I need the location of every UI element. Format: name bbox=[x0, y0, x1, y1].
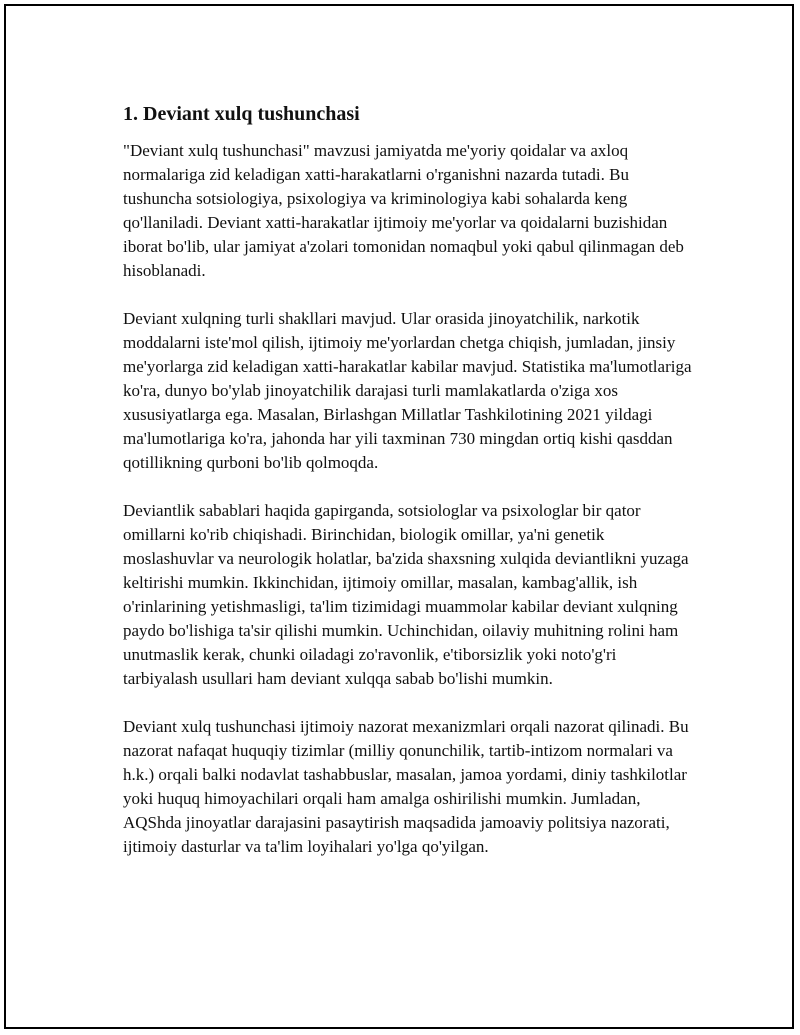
document-body bbox=[123, 101, 693, 883]
paragraph-4: Deviant xulq tushunchasi ijtimoiy nazorat mexanizmlari orqali nazorat qilinadi. Bu nazorat nafaqat huquqiy tizimlar (milliy qonunchilik, tartib-intizom normalari va h.k.) orqali balki nodavlat tashabbuslar, masalan, jamoa yordami, diniy tashkilotlar yoki huquq himoyachilari orqali ham amalga oshirilishi mumkin. Jumladan, AQShda jinoyatlar darajasini pasaytirish maqsadida jamoaviy politsiya nazorati, ijtimoiy dasturlar va ta'lim loyihalari yo'lga qo'yilgan. bbox=[123, 717, 689, 856]
paragraph-2: Deviant xulqning turli shakllari mavjud. Ular orasida jinoyatchilik, narkotik moddalarni iste'mol qilish, ijtimoiy me'yorlardan chetga chiqish, jumladan, jinsiy me'yorlarga zid keladigan xatti-harakatlar kabilar mavjud. Statistika ma'lumotlariga ko'ra, dunyo bo'ylab jinoyatchilik darajasi turli mamlakatlarda o'ziga xos xususiyatlarga ega. Masalan, Birlashgan Millatlar Tashkilotining 2021 yildagi ma'lumotlariga ko'ra, jahonda har yili taxminan 730 mingdan ortiq kishi qasddan qotillikning qurboni bo'lib qolmoqda. bbox=[123, 309, 692, 472]
paragraph-1: "Deviant xulq tushunchasi" mavzusi jamiyatda me'yoriy qoidalar va axloq normalariga zid keladigan xatti-harakatlarni o'rganishni nazarda tutadi. Bu tushuncha sotsiologiya, psixologiya va kriminologiya kabi sohalarda keng qo'llaniladi. Deviant xatti-harakatlar ijtimoiy me'yorlar va qoidalarni buzishidan iborat bo'lib, ular jamiyat a'zolari tomonidan nomaqbul yoki qabul qilinmagan deb hisoblanadi. bbox=[123, 141, 684, 280]
section-heading: 1. Deviant xulq tushunchasi bbox=[123, 103, 360, 125]
page-frame bbox=[4, 4, 794, 1029]
paragraph-3: Deviantlik sabablari haqida gapirganda, sotsiologlar va psixologlar bir qator omillarni ko'rib chiqishadi. Birinchidan, biologik omillar, ya'ni genetik moslashuvlar va neurologik holatlar, ba'zida shaxsning xulqida deviantlikni yuzaga keltirishi mumkin. Ikkinchidan, ijtimoiy omillar, masalan, kambag'allik, ish o'rinlarining yetishmasligi, ta'lim tizimidagi muammolar kabilar deviant xulqning paydo bo'lishiga ta'sir qilishi mumkin. Uchinchidan, oilaviy muhitning rolini ham unutmaslik kerak, chunki oiladagi zo'ravonlik, e'tiborsizlik yoki noto'g'ri tarbiyalash usullari ham deviant xulqqa sabab bo'lishi mumkin. bbox=[123, 501, 689, 688]
